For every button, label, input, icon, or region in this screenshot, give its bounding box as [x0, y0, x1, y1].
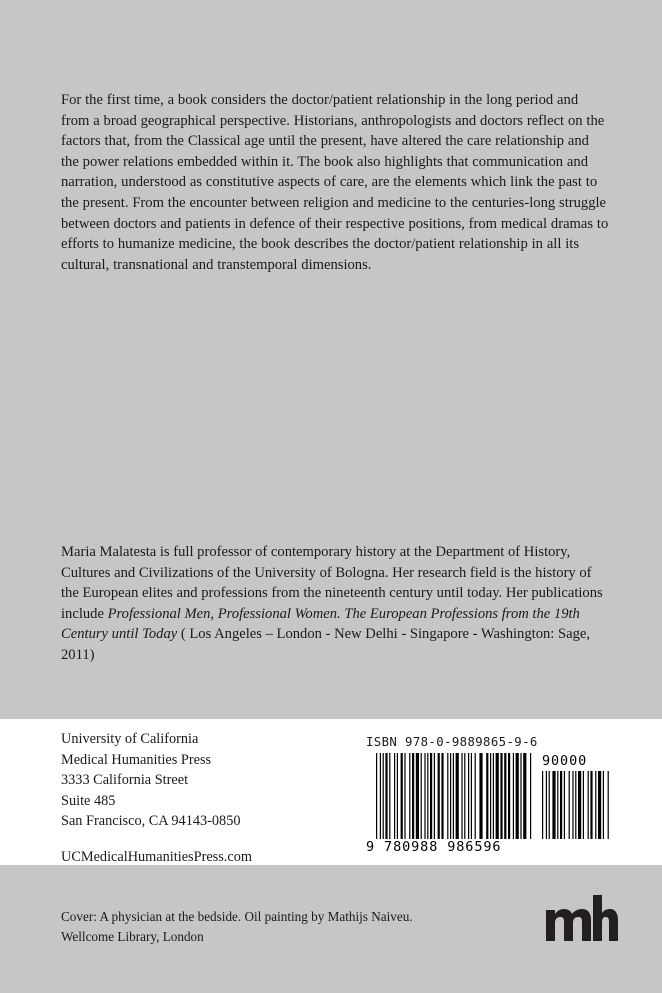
description-text: For the first time, a book considers the doctor/patient relationship in the long period and from a broad geographical perspective. Historians, anthropologists and doctors reflect on the factors that, from the Classical age until the present, have altered the care relationship and the power relations embedded within it. The book also highlights that communication and narration, understood as constitutive aspects of care, are the elements which link the past to the present. From the encounter between religion and medicine to the centuries-long struggle between doctors and patients in defence of their respective positions, from medical dramas to efforts to humanize medicine, the book describes the doctor/patient relationship in all its cultural, transnational and transtemporal dimensions.	[61, 92, 609, 273]
cover-credit	[61, 907, 491, 946]
barcode-graphic	[366, 735, 620, 853]
publisher-url: UCMedicalHumanitiesPress.com	[61, 848, 252, 865]
publisher-line-4: Suite 485	[61, 792, 116, 809]
publisher-logo	[544, 893, 618, 943]
publisher-line-2: Medical Humanities Press	[61, 751, 212, 768]
isbn-barcode	[366, 735, 620, 853]
publisher-line-1: University of California	[61, 731, 199, 747]
author-book-title: Professional Men, Professional Women. The European Professions from the 19th Century until Today	[61, 605, 580, 643]
author-book-citation: ( Los Angeles – London - New Delhi - Singapore - Washington: Sage, 2011)	[61, 626, 591, 663]
mh-logo-icon	[546, 895, 618, 941]
isbn-label: ISBN 978-0-9889865-9-6	[366, 735, 538, 749]
barcode-addon-digits: 90000	[542, 753, 588, 769]
author-bio-text: Maria Malatesta is full professor of contemporary history at the Department of History, Cultures and Civilizations of the University of Bologna. Her research field is the history of the European elites and professions from the nineteenth century until today. Her publications include	[61, 544, 603, 622]
barcode-main-digits: 9 780988 986596	[366, 839, 502, 853]
publisher-line-5: San Francisco, CA 94143-0850	[61, 813, 241, 830]
barcode-bars-addon	[542, 771, 609, 839]
cover-credit-line-2: Wellcome Library, London	[61, 928, 204, 944]
publisher-address	[61, 729, 252, 868]
cover-credit-line-1: Cover: A physician at the bedside. Oil painting by Mathijs Naiveu.	[61, 909, 413, 924]
publisher-band	[0, 719, 662, 865]
author-bio	[61, 542, 609, 666]
book-description	[61, 90, 609, 275]
publisher-line-3: 3333 California Street	[61, 772, 189, 789]
author-bio-paragraph	[61, 542, 609, 666]
barcode-bars-main	[376, 753, 531, 839]
